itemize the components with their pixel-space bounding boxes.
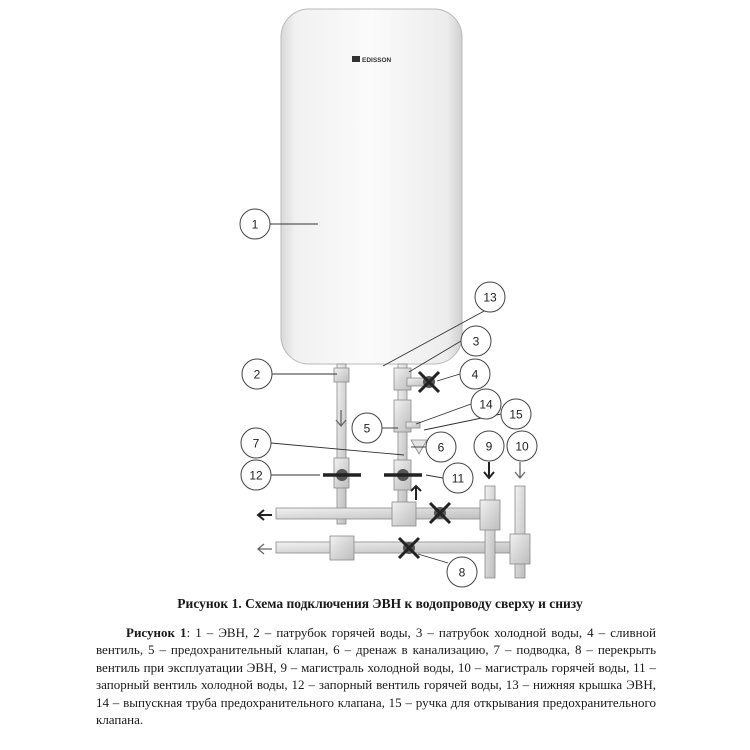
figure-description-label: Рисунок 1 [126, 625, 187, 640]
svg-text:11: 11 [451, 471, 465, 486]
svg-text:13: 13 [483, 290, 497, 305]
callout-14 [471, 389, 501, 419]
svg-text:14: 14 [479, 397, 493, 412]
callout-3 [461, 326, 491, 356]
callout-2 [242, 359, 272, 389]
svg-text:12: 12 [249, 468, 263, 483]
svg-text:8: 8 [458, 565, 466, 580]
callout-15 [501, 399, 531, 429]
callout-1 [240, 209, 270, 239]
callout-7 [241, 428, 271, 458]
callout-9 [474, 431, 504, 461]
callout-13 [475, 282, 505, 312]
svg-text:1: 1 [251, 217, 259, 232]
svg-text:6: 6 [437, 440, 445, 455]
hot-main-vertical [510, 486, 530, 578]
cold-main-vertical [480, 486, 500, 578]
callout-4 [460, 359, 490, 389]
svg-text:2: 2 [253, 367, 261, 382]
callout-12 [241, 460, 271, 490]
figure-caption: Рисунок 1. Схема подключения ЭВН к водопроводу сверху и снизу [177, 596, 583, 611]
cold-main-horizontal [276, 502, 496, 526]
svg-text:10: 10 [515, 439, 529, 454]
hot-water-pipe [334, 364, 349, 524]
callout-10 [507, 431, 537, 461]
svg-text:7: 7 [252, 436, 260, 451]
callout-8 [447, 557, 477, 587]
callout-6 [426, 432, 456, 462]
callout-5 [352, 413, 382, 443]
figure-description [96, 624, 656, 728]
svg-text:15: 15 [509, 407, 523, 422]
svg-text:4: 4 [471, 367, 479, 382]
svg-text:5: 5 [363, 421, 371, 436]
brand-logo: EDISSON [362, 57, 392, 64]
callout-11 [443, 463, 473, 493]
svg-text:9: 9 [485, 439, 493, 454]
water-heater-tank [281, 9, 462, 364]
figure-description-text: : 1 – ЭВН, 2 – патрубок горячей воды, 3 – патрубок холодной воды, 4 – сливной вентиль, 5 – предохранительный клапан, 6 – дренаж в канализацию, 7 – подводка, 8 – перекрыть вентиль при эксплуатации ЭВН, 9 – магистраль холодной воды, 10 – магистраль горячей воды, 11 – запорный вентиль холодной воды, 12 – запорный вентиль горячей воды, 13 – нижняя крышка ЭВН, 14 – выпускная труба предохранительного клапана, 15 – ручка для открывания предохранительного клапана. [96, 625, 656, 728]
svg-text:3: 3 [472, 334, 480, 349]
